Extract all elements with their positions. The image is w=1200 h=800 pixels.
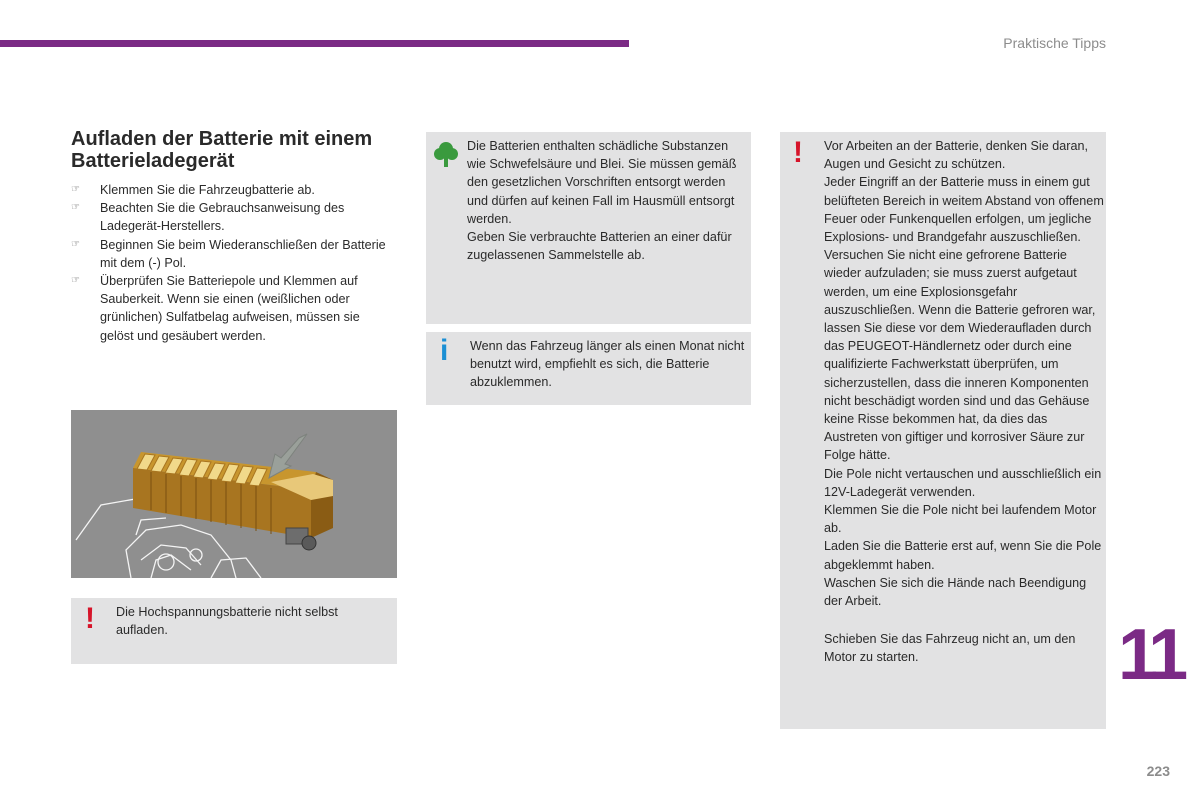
notice-paragraph: Die Pole nicht vertauschen und ausschließlich ein 12V-Ladegerät verwenden.	[824, 466, 1102, 499]
pointer-icon: ☞	[71, 238, 80, 250]
info-notice	[426, 332, 751, 405]
list-item: ☞ Beginnen Sie beim Wiederanschließen der Batterie mit dem (-) Pol.	[71, 237, 386, 270]
notice-paragraph: Jeder Eingriff an der Batterie muss in einem gut belüfteten Bereich in weitem Abstand von offenem Feuer oder Funkenquellen erfolgen, um jegliche Explosions- und Brandgefahr auszuschließen.	[824, 175, 1104, 245]
pointer-icon: ☞	[71, 202, 80, 214]
safety-warning	[780, 132, 1106, 729]
notice-paragraph: Die Batterien enthalten schädliche Substanzen wie Schwefelsäure und Blei. Sie müssen gemäß den gesetzlichen Vorschriften entsorgt werden und dürfen auf keinen Fall im Hausmüll entsorgt werden.	[467, 139, 737, 226]
page-number: 223	[1146, 763, 1170, 779]
chapter-number: 11	[1118, 615, 1183, 695]
notice-paragraph: Waschen Sie sich die Hände nach Beendigung der Arbeit.	[824, 575, 1087, 609]
environment-notice	[426, 132, 751, 324]
battery-illustration	[71, 410, 397, 578]
notice-paragraph: Vor Arbeiten an der Batterie, denken Sie daran, Augen und Gesicht zu schützen.	[824, 139, 1088, 172]
section-title: Praktische Tipps	[1003, 35, 1106, 51]
high-voltage-warning	[71, 598, 397, 664]
notice-paragraph: Laden Sie die Batterie erst auf, wenn Sie die Pole abgeklemmt haben.	[824, 539, 1102, 572]
tree-icon	[434, 140, 458, 168]
warning-icon: !	[793, 136, 803, 169]
notice-paragraph: Versuchen Sie nicht eine gefrorene Batterie wieder aufzuladen; sie muss zuerst aufgetaut werden, um eine Explosionsgefahr auszuschließen. Wenn die Batterie gefroren war, lassen Sie diese vor dem Wiederaufladen durch das PEUGEOT-Händlernetz oder durch eine qualifizierte Fachwerkstatt überprüfen, um sicherzustellen, dass die inneren Komponenten nicht beschädigt worden sind und das Gehäuse keine Risse bekommen hat, da dies das Austreten von giftiger und korrosiver Säure zur Folge hätte.	[824, 248, 1096, 463]
instruction-list	[71, 181, 391, 345]
notice-paragraph: Die Hochspannungsbatterie nicht selbst aufladen.	[116, 605, 338, 638]
list-item: ☞ Überprüfen Sie Batteriepole und Klemmen auf Sauberkeit. Wenn sie einen (weißlichen oder grünlichen) Sulfatbelag aufweisen, müssen sie gelöst und gesäubert werden.	[71, 274, 360, 343]
pointer-icon: ☞	[71, 184, 80, 195]
notice-paragraph: Wenn das Fahrzeug länger als einen Monat nicht benutzt wird, empfiehlt es sich, die Batterie abzuklemmen.	[470, 339, 745, 390]
warning-icon: !	[85, 602, 95, 635]
page-heading: Aufladen der Batterie mit einem Batterieladegerät	[71, 128, 373, 172]
notice-paragraph: Geben Sie verbrauchte Batterien an einer dafür zugelassenen Sammelstelle ab.	[467, 230, 732, 263]
notice-paragraph: Klemmen Sie die Pole nicht bei laufendem Motor ab.	[824, 503, 1097, 536]
info-icon: i	[440, 334, 449, 367]
pointer-icon: ☞	[71, 275, 80, 287]
header-accent-bar	[0, 40, 629, 47]
list-item: ☞ Klemmen Sie die Fahrzeugbatterie ab.	[71, 181, 391, 199]
notice-paragraph: Schieben Sie das Fahrzeug nicht an, um den Motor zu starten.	[824, 632, 1076, 665]
list-item: ☞ Beachten Sie die Gebrauchsanweisung des Ladegerät-Herstellers.	[71, 201, 345, 234]
